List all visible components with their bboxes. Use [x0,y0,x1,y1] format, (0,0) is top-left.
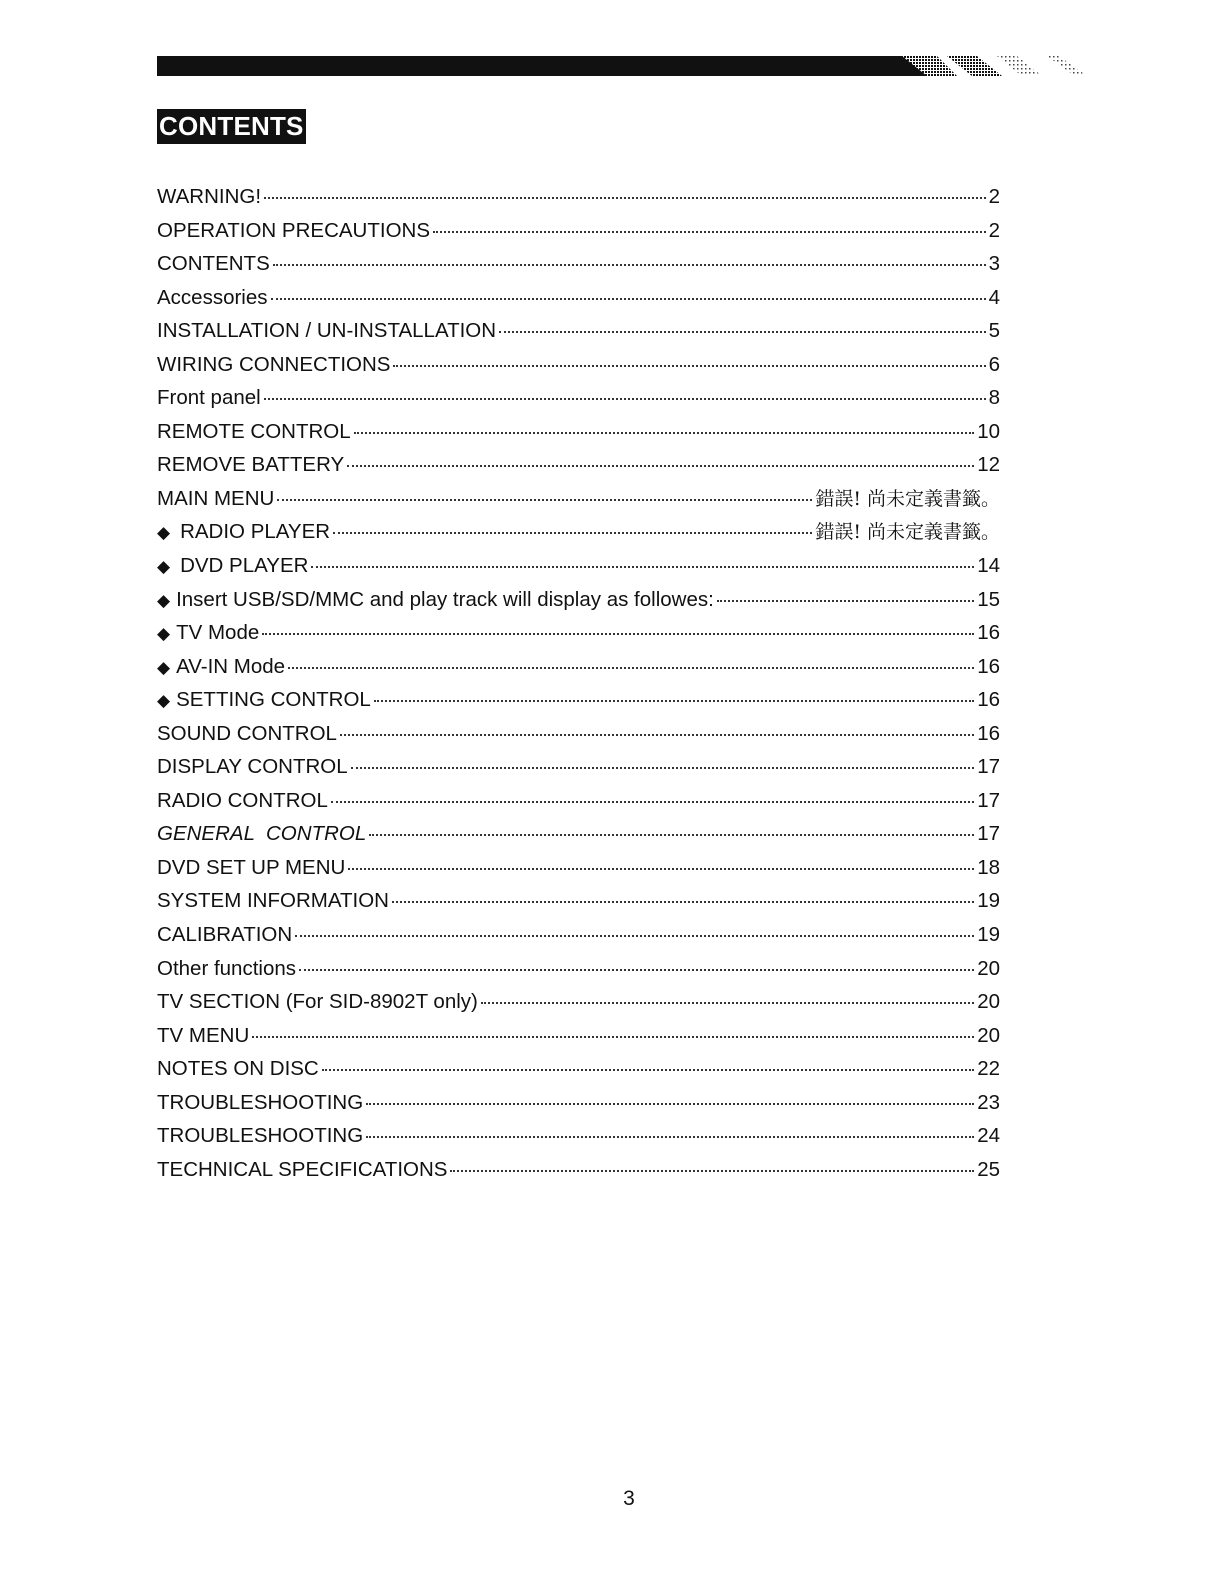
toc-entry-text: DVD PLAYER [180,554,309,578]
toc-dot-leader [299,968,974,971]
toc-dot-leader [295,934,974,937]
toc-entry[interactable] [157,314,1000,348]
toc-entry[interactable] [157,247,1000,281]
toc-entry-page: 2 [988,218,1000,242]
toc-entry-label [157,616,259,651]
toc-entry-text: AV-IN Mode [176,654,286,678]
toc-entry-text: TECHNICAL SPECIFICATIONS [157,1157,448,1181]
toc-entry[interactable] [157,817,1000,851]
header-decorative-band [157,56,1097,78]
toc-entry-label [157,314,496,348]
toc-dot-leader [351,766,975,769]
toc-dot-leader [252,1035,974,1038]
toc-entry-label [157,784,328,818]
toc-entry-text: RADIO PLAYER [180,520,331,544]
toc-entry[interactable] [157,180,1000,214]
toc-entry[interactable] [157,1153,1000,1187]
page-title: CONTENTS [157,109,306,144]
toc-entry-label [157,1052,319,1086]
toc-entry-label [157,180,261,214]
toc-entry-page: 20 [977,956,1000,980]
toc-entry-text: TROUBLESHOOTING [157,1124,364,1148]
toc-entry-text: Accessories [157,285,268,309]
toc-entry-page: 8 [988,386,1000,410]
toc-entry-page: 19 [977,889,1000,913]
toc-entry-text: TV Mode [176,621,260,645]
toc-dot-leader [277,498,812,501]
diamond-bullet-icon: ◆ [157,624,171,644]
toc-entry-text: OPERATION PRECAUTIONS [157,218,430,242]
toc-entry-page: 錯誤! 尚未定義書籤。 [815,521,1000,544]
toc-entry[interactable] [157,1019,1000,1053]
toc-entry-label [157,952,296,986]
toc-entry-label [157,985,478,1019]
toc-entry-page: 16 [977,654,1000,678]
toc-dot-leader [264,196,986,199]
toc-entry[interactable] [157,515,1000,549]
toc-dot-leader [348,867,974,870]
toc-entry[interactable] [157,683,1000,717]
toc-entry-page: 錯誤! 尚未定義書籤。 [815,487,1000,510]
toc-dot-leader [450,1169,974,1172]
toc-dot-leader [499,330,986,333]
toc-entry-label [157,717,337,751]
toc-entry-text: CONTENTS [157,252,270,276]
toc-dot-leader [481,1001,974,1004]
toc-dot-leader [366,1102,974,1105]
toc-entry-page: 12 [977,453,1000,477]
toc-entry-page: 17 [977,822,1000,846]
page-number: 3 [623,1487,635,1510]
toc-entry[interactable] [157,717,1000,751]
toc-entry-text: TROUBLESHOOTING [157,1090,364,1114]
toc-entry-page: 23 [977,1090,1000,1114]
toc-entry-page: 22 [977,1057,1000,1081]
toc-dot-leader [347,464,974,467]
toc-entry-text: WARNING! [157,185,262,208]
toc-entry-text: Front panel [157,386,261,410]
toc-entry-label [157,884,389,918]
toc-entry[interactable] [157,281,1000,315]
toc-entry-label [157,918,292,952]
toc-dot-leader [273,263,986,266]
toc-entry-page: 16 [977,621,1000,645]
toc-entry-label [157,1019,249,1053]
toc-entry-text: GENERAL CONTROL [157,822,367,846]
toc-entry-page: 20 [977,1023,1000,1047]
diamond-bullet-icon: ◆ [157,523,171,543]
toc-entry-text: Other functions [157,956,297,980]
toc-entry-page: 17 [977,788,1000,812]
toc-entry-text: INSTALLATION / UN-INSTALLATION [157,319,497,343]
toc-entry-text: REMOVE BATTERY [157,453,345,477]
toc-entry-text: MAIN MENU [157,486,275,510]
toc-entry-page: 14 [977,554,1000,578]
toc-entry-text: REMOTE CONTROL [157,419,351,443]
toc-entry-label [157,515,330,550]
toc-entry-page: 10 [977,419,1000,443]
toc-entry-label [157,1119,363,1153]
toc-dot-leader [264,397,986,400]
toc-dot-leader [340,733,974,736]
toc-entry[interactable] [157,1119,1000,1153]
toc-entry-label [157,650,285,685]
toc-dot-leader [354,431,975,434]
toc-entry[interactable] [157,381,1000,415]
diamond-bullet-icon: ◆ [157,590,171,610]
toc-entry-text: NOTES ON DISC [157,1057,319,1081]
toc-entry-label [157,281,268,315]
table-of-contents [157,180,1000,1186]
toc-dot-leader [392,900,974,903]
toc-dot-leader [311,565,974,568]
toc-entry[interactable] [157,884,1000,918]
toc-entry[interactable] [157,784,1000,818]
toc-entry[interactable] [157,985,1000,1019]
diamond-bullet-icon: ◆ [157,657,171,677]
toc-entry-text: TV MENU [157,1023,250,1047]
toc-entry-label [157,482,274,516]
toc-entry-page: 18 [977,855,1000,879]
toc-entry-page: 6 [988,352,1000,376]
toc-entry[interactable] [157,952,1000,986]
toc-entry-label [157,247,270,281]
toc-entry[interactable] [157,1086,1000,1120]
toc-dot-leader [433,230,986,233]
toc-entry-label [157,683,371,718]
toc-dot-leader [262,632,974,635]
toc-entry-text: SYSTEM INFORMATION [157,889,389,913]
toc-entry-text: DISPLAY CONTROL [157,755,348,779]
toc-entry[interactable] [157,348,1000,382]
toc-entry-text: SOUND CONTROL [157,721,337,745]
toc-entry-label [157,348,390,382]
toc-dot-leader [331,800,974,803]
toc-entry-page: 16 [977,721,1000,745]
toc-entry[interactable] [157,214,1000,248]
toc-entry-label [157,851,345,885]
toc-entry-label [157,549,308,584]
toc-entry-page: 25 [977,1157,1000,1181]
toc-dot-leader [333,531,812,534]
toc-entry-page: 19 [977,923,1000,947]
toc-entry[interactable] [157,750,1000,784]
toc-entry-label [157,817,366,851]
toc-entry-text: WIRING CONNECTIONS [157,352,391,376]
toc-entry-page: 16 [977,688,1000,712]
toc-dot-leader [393,364,985,367]
toc-entry[interactable] [157,650,1000,684]
diamond-bullet-icon: ◆ [157,691,171,711]
toc-entry[interactable] [157,851,1000,885]
toc-entry-page: 5 [988,319,1000,343]
toc-entry-page: 15 [977,587,1000,611]
toc-entry-page: 20 [977,990,1000,1014]
toc-entry-page: 24 [977,1124,1000,1148]
diamond-bullet-icon: ◆ [157,557,171,577]
toc-entry[interactable] [157,616,1000,650]
toc-entry[interactable] [157,448,1000,482]
toc-entry-text: SETTING CONTROL [176,688,371,712]
toc-entry-text: Insert USB/SD/MMC and play track will display as followes: [176,587,714,611]
toc-entry-label [157,1153,447,1187]
toc-entry-page: 17 [977,755,1000,779]
toc-entry-text: TV SECTION (For SID-8902T only) [157,990,478,1014]
toc-entry[interactable] [157,415,1000,449]
toc-entry-page: 2 [988,185,1000,208]
toc-dot-leader [322,1068,974,1071]
toc-entry-text: DVD SET UP MENU [157,855,346,879]
toc-entry[interactable] [157,549,1000,583]
toc-entry-label [157,214,430,248]
toc-entry-text: RADIO CONTROL [157,788,328,812]
toc-entry[interactable] [157,583,1000,617]
toc-dot-leader [366,1135,974,1138]
toc-dot-leader [288,666,974,669]
toc-entry-text: CALIBRATION [157,923,293,947]
toc-entry-page: 4 [988,285,1000,309]
toc-dot-leader [717,599,974,602]
toc-entry[interactable] [157,918,1000,952]
toc-entry-label [157,448,344,482]
toc-entry-label [157,750,348,784]
toc-entry[interactable] [157,1052,1000,1086]
toc-entry-label [157,381,261,415]
toc-entry-label [157,415,351,449]
toc-entry-page: 3 [988,252,1000,276]
toc-dot-leader [369,833,974,836]
toc-dot-leader [374,699,974,702]
toc-entry-label [157,583,714,618]
toc-entry[interactable] [157,482,1000,516]
toc-entry-label [157,1086,363,1120]
toc-dot-leader [271,297,986,300]
